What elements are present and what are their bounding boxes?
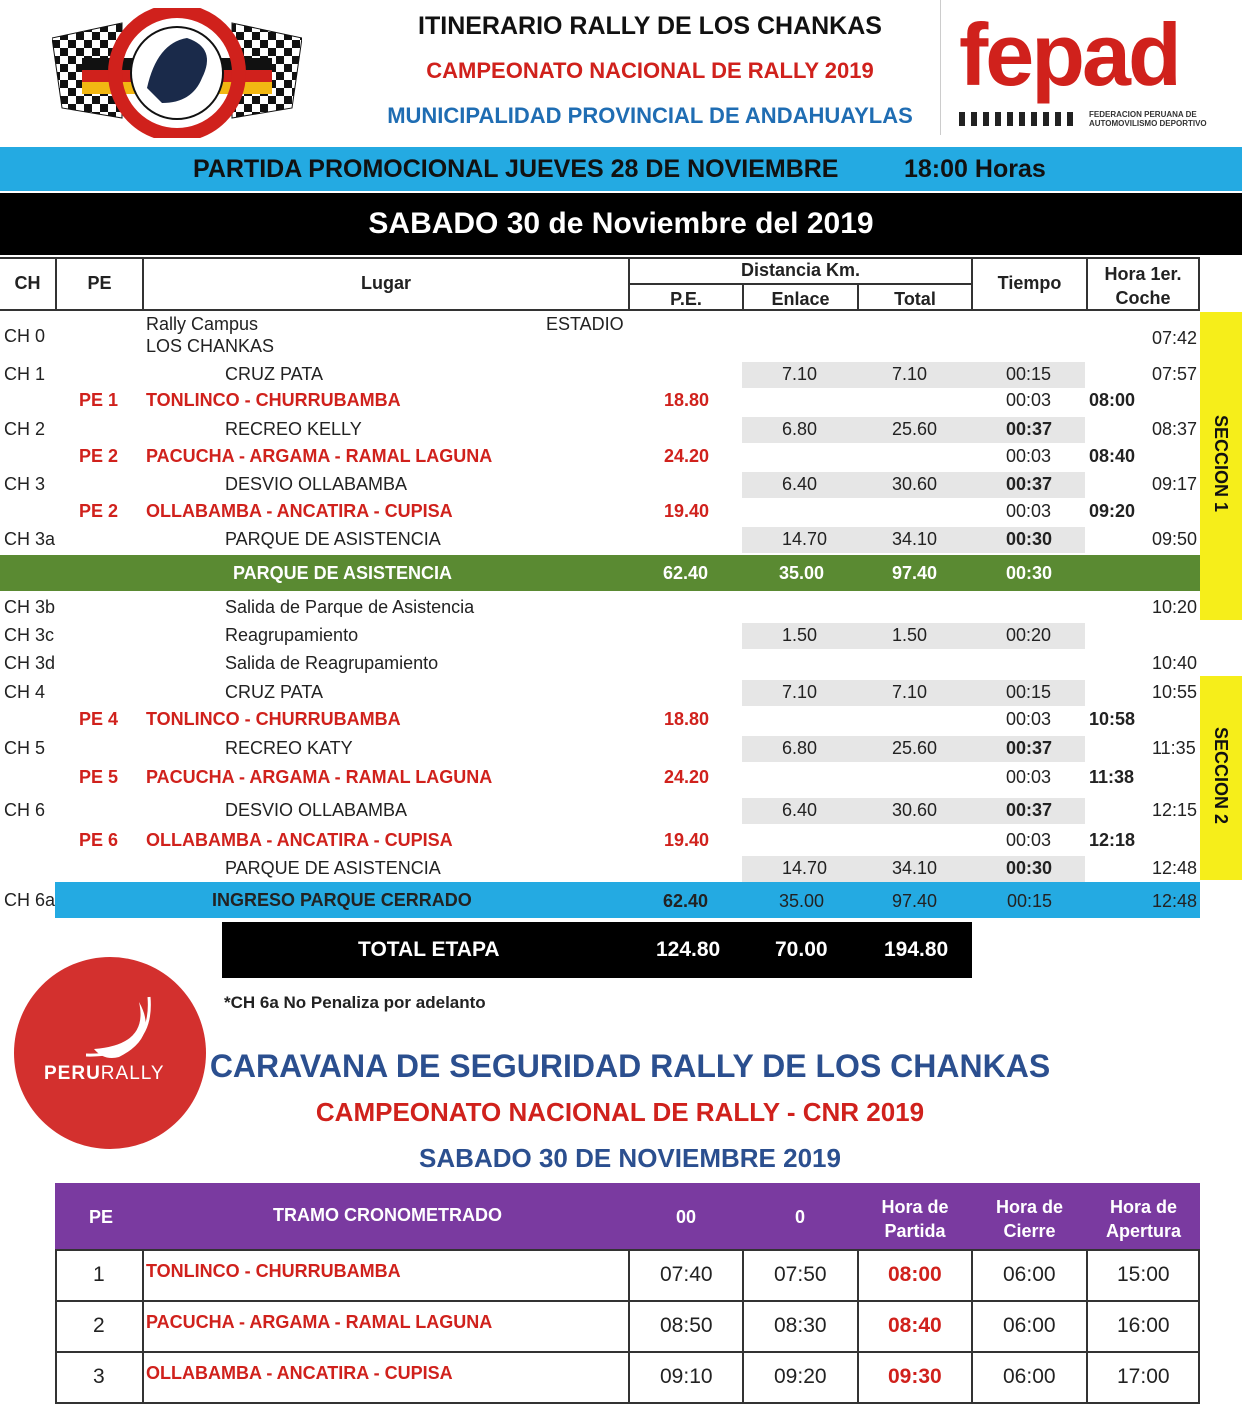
- caravana-row-apertura: 15:00: [1117, 1263, 1170, 1286]
- row-hora: 08:37: [1152, 419, 1198, 439]
- row-tiempo: 00:15: [1006, 364, 1052, 384]
- row-lugar: Salida de Reagrupamiento: [225, 653, 439, 673]
- row-tiempo: 00:37: [1006, 800, 1053, 820]
- row-lugar: Rally Campus: [146, 314, 259, 334]
- itinerary-row: [0, 682, 1200, 708]
- itinerary-row: [0, 419, 1200, 445]
- row-ch: CH 3: [4, 474, 46, 494]
- caravana-row: [55, 1250, 1200, 1302]
- row-enlace: 6.40: [782, 474, 818, 494]
- organizer-label: MUNICIPALIDAD PROVINCIAL DE ANDAHUAYLAS: [387, 103, 913, 128]
- row-ch: CH 0: [4, 326, 46, 346]
- row-tiempo: 00:20: [1006, 625, 1052, 645]
- row-tiempo: 00:03: [1006, 709, 1052, 729]
- caravana-col-pe: PE: [89, 1207, 114, 1227]
- caravana-row-cierre: 06:00: [1003, 1263, 1056, 1286]
- row-ch: CH 3d: [4, 653, 56, 673]
- ch6a-note: *CH 6a No Penaliza por adelanto: [224, 993, 486, 1012]
- row-lugar: TONLINCO - CHURRUBAMBA: [146, 390, 401, 410]
- row-hora-pe: 08:00: [1089, 390, 1136, 410]
- total-etapa-total: 194.80: [884, 938, 949, 961]
- row-ch: CH 5: [4, 738, 46, 758]
- row-tiempo: 00:30: [1006, 858, 1053, 878]
- itinerary-title: ITINERARIO RALLY DE LOS CHANKAS: [418, 12, 882, 40]
- col-lugar: Lugar: [360, 273, 411, 293]
- row-ch: CH 6: [4, 800, 46, 820]
- col-pe-km: P.E.: [670, 289, 702, 309]
- parque-cerrado-bar: [55, 882, 1200, 918]
- caravana-col-cierre: Hora de Cierre: [995, 1197, 1064, 1241]
- row-enlace: 7.10: [782, 364, 818, 384]
- row-pe: PE 2: [79, 501, 119, 521]
- caravana-subtitle: CAMPEONATO NACIONAL DE RALLY - CNR 2019: [315, 1097, 925, 1127]
- itinerary-row: [0, 738, 1200, 764]
- col-ch: CH: [14, 273, 41, 293]
- blue-bar-hora: 12:48: [1152, 891, 1198, 911]
- row-pe-km: 24.20: [664, 767, 710, 787]
- caravana-col-apertura: Hora de Apertura: [1105, 1197, 1181, 1241]
- row-hora: 10:40: [1152, 653, 1198, 673]
- perurally-logo-text: PERURALLY: [44, 1063, 165, 1084]
- row-ch: CH 3c: [4, 625, 55, 645]
- row-tiempo: 00:30: [1006, 529, 1053, 549]
- row-lugar: RECREO KATY: [225, 738, 353, 758]
- row-total: 1.50: [892, 625, 928, 645]
- itinerary-row: [0, 390, 1200, 416]
- row-lugar: TONLINCO - CHURRUBAMBA: [146, 709, 401, 729]
- caravana-row-pe: 3: [93, 1365, 105, 1388]
- row-pe-km: 18.80: [664, 709, 710, 729]
- row-hora: 12:15: [1152, 800, 1198, 820]
- itinerary-row: [0, 800, 1200, 826]
- ch-6a-label: CH 6a: [4, 890, 56, 910]
- row-tiempo: 00:37: [1006, 419, 1053, 439]
- total-etapa-pe-km: 124.80: [656, 938, 721, 961]
- row-lugar: DESVIO OLLABAMBA: [225, 800, 408, 820]
- itinerary-row: [0, 446, 1200, 472]
- col-tiempo: Tiempo: [997, 273, 1062, 293]
- motor-club-logo: [52, 8, 302, 138]
- caravana-row-partida: 09:30: [888, 1365, 942, 1388]
- itinerary-row: [0, 709, 1200, 735]
- itinerary-row: [0, 653, 1200, 679]
- blue-bar-tiempo: 00:15: [1007, 891, 1053, 911]
- row-total: 7.10: [892, 364, 928, 384]
- row-hora: 07:42: [1152, 328, 1198, 348]
- row-tiempo: 00:03: [1006, 767, 1052, 787]
- itinerary-row: [0, 474, 1200, 500]
- row-total: 25.60: [892, 419, 938, 439]
- row-lugar: Salida de Parque de Asistencia: [225, 597, 475, 617]
- caravana-row-partida: 08:00: [888, 1263, 942, 1286]
- caravana-title: CARAVANA DE SEGURIDAD RALLY DE LOS CHANKAS: [209, 1048, 1051, 1084]
- caravana-row-tramo: PACUCHA - ARGAMA - RAMAL LAGUNA: [146, 1312, 493, 1332]
- row-lugar: OLLABAMBA - ANCATIRA - CUPISA: [146, 501, 453, 521]
- col-enlace: Enlace: [771, 289, 830, 309]
- green-bar-pe-km: 62.40: [663, 563, 709, 583]
- itinerary-row: [0, 597, 1200, 623]
- row-tiempo: 00:03: [1006, 390, 1052, 410]
- row-ch: CH 3a: [4, 529, 56, 549]
- caravana-row-00: 07:40: [660, 1263, 713, 1286]
- itinerary-row: [0, 858, 1200, 884]
- row-pe-km: 19.40: [664, 830, 710, 850]
- itinerary-row: [0, 529, 1200, 555]
- row-enlace: 14.70: [782, 858, 828, 878]
- row-tiempo: 00:03: [1006, 830, 1052, 850]
- row-hora-pe: 08:40: [1089, 446, 1136, 466]
- caravana-row-tramo: TONLINCO - CHURRUBAMBA: [146, 1261, 401, 1281]
- row-lugar: PACUCHA - ARGAMA - RAMAL LAGUNA: [146, 767, 493, 787]
- row-lugar: CRUZ PATA: [225, 682, 323, 702]
- parque-asistencia-bar: [0, 555, 1200, 591]
- row-hora: 11:35: [1152, 738, 1196, 758]
- caravana-row-pe: 1: [93, 1263, 105, 1286]
- total-etapa-bar: [222, 922, 972, 978]
- caravana-row-pe: 2: [93, 1314, 105, 1337]
- caravana-col-partida: Hora de Partida: [881, 1197, 949, 1241]
- caravana-row-partida: 08:40: [888, 1314, 942, 1337]
- row-total: 34.10: [892, 529, 938, 549]
- caravana-col-00: 00: [676, 1207, 697, 1227]
- row-pe-km: 24.20: [664, 446, 710, 466]
- row-ch: CH 4: [4, 682, 46, 702]
- row-lugar: RECREO KELLY: [225, 419, 362, 439]
- date-band: SABADO 30 de Noviembre del 2019: [0, 193, 1242, 255]
- row-lugar: Reagrupamiento: [225, 625, 359, 645]
- row-lugar: CRUZ PATA: [225, 364, 323, 384]
- promo-band-text: PARTIDA PROMOCIONAL JUEVES 28 DE NOVIEMBRE: [193, 155, 839, 183]
- green-bar-enlace: 35.00: [779, 563, 825, 583]
- itinerary-row: [0, 830, 1200, 856]
- col-pe: PE: [87, 273, 112, 293]
- itinerary-row: [0, 625, 1200, 651]
- row-pe-km: 18.80: [664, 390, 710, 410]
- row-hora: 07:57: [1152, 364, 1198, 384]
- row-pe-km: 19.40: [664, 501, 710, 521]
- col-total: Total: [894, 289, 936, 309]
- row-lugar: OLLABAMBA - ANCATIRA - CUPISA: [146, 830, 453, 850]
- row-enlace: 6.40: [782, 800, 818, 820]
- row-enlace: 7.10: [782, 682, 818, 702]
- blue-bar-pe-km: 62.40: [663, 891, 709, 911]
- itinerary-row: [0, 501, 1200, 527]
- row-pe: PE 4: [79, 709, 119, 729]
- row-tiempo: 00:03: [1006, 501, 1052, 521]
- promo-band: [0, 147, 1242, 191]
- perurally-logo: [14, 957, 206, 1149]
- fepad-logo-subtitle: FEDERACION PERUANA DE AUTOMOVILISMO DEPORTIVO: [1089, 110, 1207, 128]
- section-1-label: SECCION 1: [1211, 415, 1231, 513]
- itinerary-row: [0, 767, 1200, 793]
- row-enlace: 1.50: [782, 625, 818, 645]
- row-pe: PE 5: [79, 767, 119, 787]
- row-extra: ESTADIO: [546, 314, 624, 334]
- row-pe: PE 1: [79, 390, 119, 410]
- caravana-row-0: 09:20: [774, 1365, 827, 1388]
- row-lugar: PACUCHA - ARGAMA - RAMAL LAGUNA: [146, 446, 493, 466]
- promo-band-time: 18:00 Horas: [904, 155, 1046, 183]
- row-total: 30.60: [892, 800, 938, 820]
- section-2-label: SECCION 2: [1211, 727, 1231, 825]
- caravana-row-00: 08:50: [660, 1314, 713, 1337]
- itinerary-row: [0, 314, 1200, 356]
- row-lugar: DESVIO OLLABAMBA: [225, 474, 408, 494]
- row-total: 7.10: [892, 682, 928, 702]
- caravana-table-header: [55, 1183, 1200, 1249]
- row-lugar: PARQUE DE ASISTENCIA: [225, 858, 441, 878]
- caravana-row-cierre: 06:00: [1003, 1365, 1056, 1388]
- blue-bar-total: 97.40: [892, 891, 938, 911]
- row-hora: 10:55: [1152, 682, 1198, 702]
- row-hora-pe: 11:38: [1089, 767, 1135, 787]
- caravana-row-apertura: 17:00: [1117, 1365, 1170, 1388]
- row-hora-pe: 09:20: [1089, 501, 1136, 521]
- row-ch: CH 2: [4, 419, 46, 439]
- total-etapa-label: TOTAL ETAPA: [358, 938, 500, 961]
- row-hora: 09:17: [1152, 474, 1198, 494]
- caravana-row-0: 07:50: [774, 1263, 827, 1286]
- row-total: 34.10: [892, 858, 938, 878]
- caravana-row-cierre: 06:00: [1003, 1314, 1056, 1337]
- row-tiempo: 00:15: [1006, 682, 1052, 702]
- caravana-col-tramo: TRAMO CRONOMETRADO: [273, 1205, 502, 1225]
- total-etapa-enlace: 70.00: [775, 938, 828, 961]
- caravana-row-0: 08:30: [774, 1314, 827, 1337]
- row-hora-pe: 10:58: [1089, 709, 1136, 729]
- blue-bar-enlace: 35.00: [779, 891, 825, 911]
- row-total: 30.60: [892, 474, 938, 494]
- row-total: 25.60: [892, 738, 938, 758]
- row-ch: CH 3b: [4, 597, 56, 617]
- row-tiempo: 00:03: [1006, 446, 1052, 466]
- blue-bar-label: INGRESO PARQUE CERRADO: [212, 890, 472, 910]
- row-pe: PE 6: [79, 830, 119, 850]
- championship-subtitle: CAMPEONATO NACIONAL DE RALLY 2019: [426, 58, 874, 83]
- row-hora: 10:20: [1152, 597, 1198, 617]
- caravana-row: [55, 1352, 1200, 1404]
- caravana-row: [55, 1301, 1200, 1353]
- row-hora: 09:50: [1152, 529, 1198, 549]
- fepad-logo-text: fepad: [959, 5, 1179, 104]
- caravana-row-00: 09:10: [660, 1365, 713, 1388]
- green-bar-total: 97.40: [892, 563, 938, 583]
- row-ch: CH 1: [4, 364, 46, 384]
- row-hora-pe: 12:18: [1089, 830, 1136, 850]
- col-distancia: Distancia Km.: [740, 260, 861, 280]
- row-enlace: 6.80: [782, 738, 818, 758]
- row-tiempo: 00:37: [1006, 738, 1053, 758]
- caravana-row-tramo: OLLABAMBA - ANCATIRA - CUPISA: [146, 1363, 453, 1383]
- green-bar-tiempo: 00:30: [1006, 563, 1053, 583]
- row-lugar-2: LOS CHANKAS: [146, 336, 275, 356]
- checkered-flag-icon: [959, 112, 1079, 126]
- caravana-date: SABADO 30 DE NOVIEMBRE 2019: [419, 1143, 841, 1173]
- green-bar-label: PARQUE DE ASISTENCIA: [233, 563, 453, 583]
- row-hora: 12:48: [1152, 858, 1198, 878]
- itinerary-table-header: [0, 257, 1242, 311]
- fepad-logo: [940, 0, 1241, 135]
- caravana-col-0: 0: [795, 1207, 806, 1227]
- row-lugar: PARQUE DE ASISTENCIA: [225, 529, 441, 549]
- row-enlace: 6.80: [782, 419, 818, 439]
- itinerary-row: [0, 364, 1200, 390]
- caravana-row-apertura: 16:00: [1117, 1314, 1170, 1337]
- col-hora: Hora 1er. Coche: [1104, 264, 1182, 308]
- row-pe: PE 2: [79, 446, 119, 466]
- row-enlace: 14.70: [782, 529, 828, 549]
- row-tiempo: 00:37: [1006, 474, 1053, 494]
